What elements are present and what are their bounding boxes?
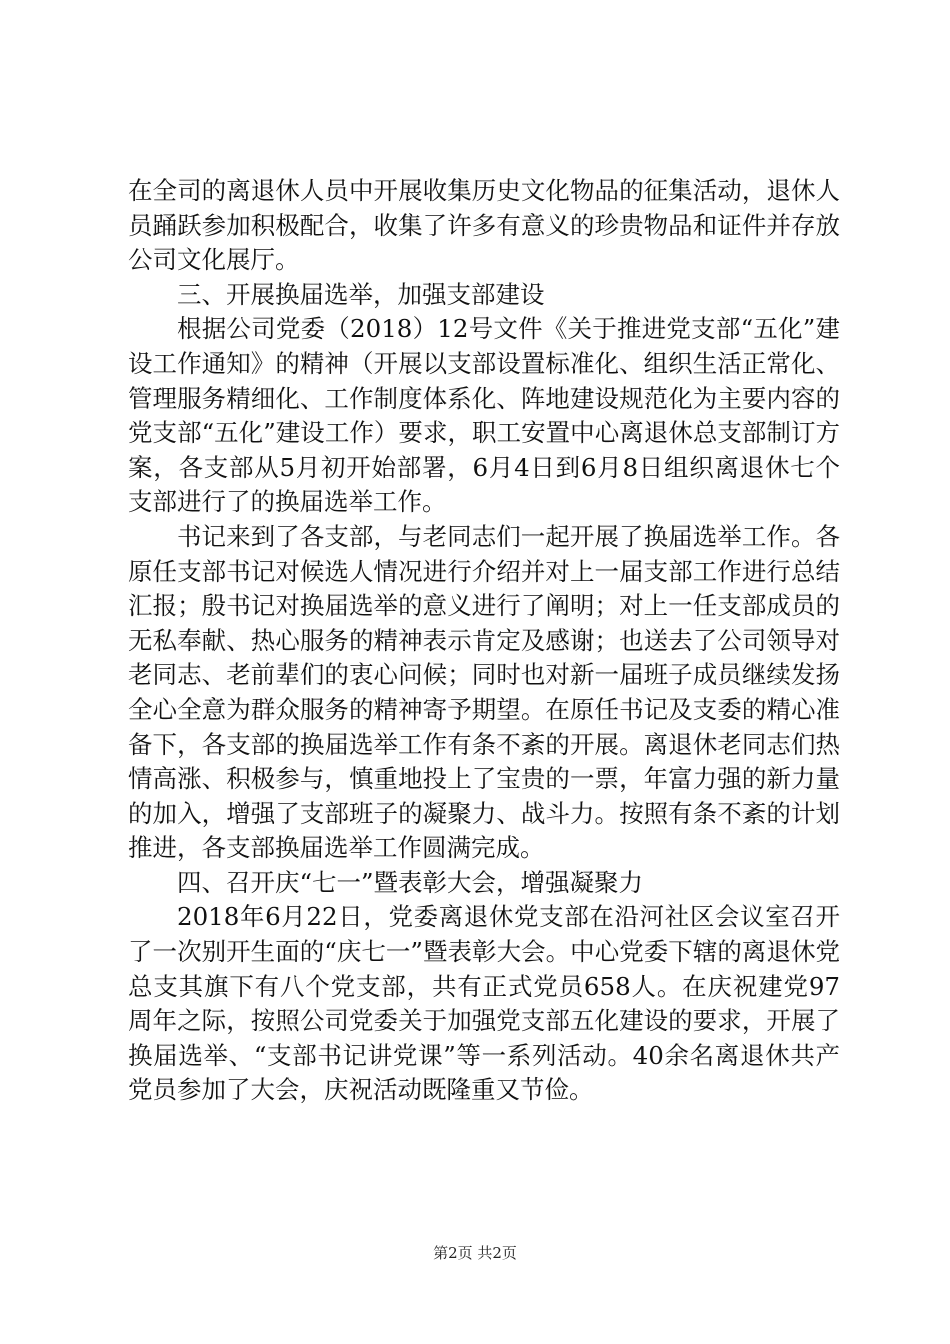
paragraph-celebration-meeting: 2018年6月22日，党委离退休党支部在沿河社区会议室召开了一次别开生面的“庆七一”暨表彰大会。中心党委下辖的离退休党总支其旗下有八个党支部，共有正式党员658人。在庆祝建党97周年之际，按照公司党委关于加强党支部五化建设的要求，开展了换届选举、“支部书记讲党课”等一系列活动。40余名离退休共产党员参加了大会，庆祝活动既隆重又节俭。 [128,902,840,1105]
page-number-footer: 第2页 共2页 [433,1244,517,1262]
paragraph-election-process: 书记来到了各支部，与老同志们一起开展了换届选举工作。各原任支部书记对候选人情况进行介绍并对上一届支部工作进行总结汇报；殷书记对换届选举的意义进行了阐明；对上一任支部成员的无私奉献、热心服务的精神表示肯定及感谢；也送去了公司领导对老同志、老前辈们的衷心问候；同时也对新一届班子成员继续发扬全心全意为群众服务的精神寄予期望。在原任书记及支委的精心准备下，各支部的换届选举工作有条不紊的开展。离退休老同志们热情高涨、积极参与，慎重地投上了宝贵的一票，年富力强的新力量的加入，增强了支部班子的凝聚力、战斗力。按照有条不紊的计划推进，各支部换届选举工作圆满完成。 [128,521,840,863]
paragraph-collection-activity: 在全司的离退休人员中开展收集历史文化物品的征集活动，退休人员踊跃参加积极配合，收集了许多有意义的珍贵物品和证件并存放公司文化展厅。 [128,176,840,275]
document-body [128,174,840,1108]
section-heading-election: 三、开展换届选举，加强支部建设 [177,279,545,309]
section-heading-celebration: 四、召开庆“七一”暨表彰大会，增强凝聚力 [177,867,644,897]
paragraph-election-basis: 根据公司党委（2018）12号文件《关于推进党支部“五化”建设工作通知》的精神（开展以支部设置标准化、组织生活正常化、管理服务精细化、工作制度体系化、阵地建设规范化为主要内容的党支部“五化”建设工作）要求，职工安置中心离退休总支部制订方案，各支部从5月初开始部署，6月4日到6月8日组织离退休七个支部进行了的换届选举工作。 [128,314,840,517]
